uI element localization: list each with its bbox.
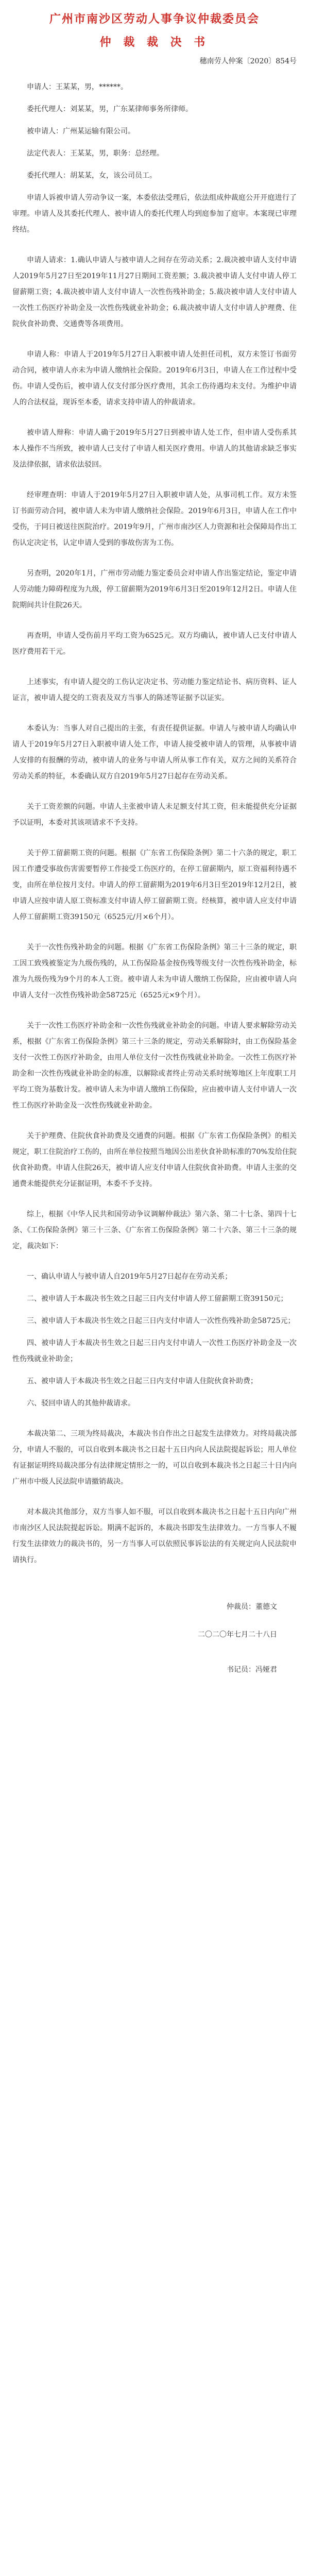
paragraph-reasoning-care-fees: 关于护理费、住院伙食补助费及交通费的问题。根据《广东省工伤保险条例》的相关规定，职工住院治疗工伤的，由所在单位按照当地因公出差伙食补助标准的70%发给住院伙食补助费。申请人住院26天，被申请人应支付申请人住院伙食补助费。申请人主张的交通费未能提供充分证据证明，本委不予支持。	[12, 1132, 297, 1188]
paragraph-facts: 经审理查明：申请人于2019年5月27日入职被申请人处，从事司机工作。双方未签订书面劳动合同，被申请人未为申请人缴纳社会保险。2019年6月3日，申请人在工作中受伤，于同日被送往医院治疗。2019年9月，广州市南沙区人力资源和社会保障局作出工伤认定决定书，认定申请人受到的事故伤害为工伤。	[12, 491, 297, 547]
paragraph-evidence: 上述事实，有申请人提交的工伤认定决定书、劳动能力鉴定结论书、病历资料、证人证言，被申请人提交的工资表及双方当事人的陈述等证据予以证实。	[12, 678, 297, 702]
document-title: 仲 裁 裁 决 书	[99, 36, 210, 49]
ruling-item-5: 五、被申请人于本裁决书生效之日起三日内支付申请人住院伙食补助费；	[27, 1377, 258, 1385]
document-body	[12, 79, 297, 1568]
paragraph-final-ruling-notice: 本裁决第二、三项为终局裁决，本裁决书自作出之日起发生法律效力。对终局裁决部分，申请人不服的，可以自收到本裁决书之日起十五日内向人民法院提起诉讼；用人单位有证据证明终局裁决部分有法律规定情形之一的，可以自收到本裁决书之日起三十日内向广州市中级人民法院申请撤销裁决。	[12, 1430, 297, 1486]
paragraph-further-facts: 再查明，申请人受伤前月平均工资为6525元。双方均确认，被申请人已支付申请人医疗费用若干元。	[12, 632, 297, 656]
paragraph-respondent-defense: 被申请人辩称：申请人确于2019年5月27日到被申请人处工作，但申请人受伤系其本人操作不当所致，被申请人已支付了申请人相关医疗费用。申请人的其他请求缺乏事实及法律依据，请求依法驳回。	[12, 429, 297, 469]
arbitrator-signature: 仲裁员：董德文	[227, 1603, 277, 1611]
paragraph-respondent: 被申请人：广州某运输有限公司。	[27, 127, 135, 135]
paragraph-applicant-agent: 委托代理人：刘某某，男，广东某律师事务所律师。	[27, 105, 193, 113]
paragraph-reasoning-wage: 关于工资差额的问题。申请人主张被申请人未足额支付其工资，但未能提供充分证据予以证明，本委对其该项请求不予支持。	[12, 803, 297, 827]
paragraph-appeal-notice: 对本裁决其他部分，双方当事人如不服，可以自收到本裁决书之日起十五日内向广州市南沙区人民法院提起诉讼。期满不起诉的，本裁决书即发生法律效力。一方当事人不履行发生法律效力的裁决书的，另一方当事人可以依照民事诉讼法的有关规定向人民法院申请执行。	[12, 1508, 297, 1564]
ruling-item-2: 二、被申请人于本裁决书生效之日起三日内支付申请人停工留薪期工资39150元；	[27, 1295, 288, 1303]
clerk-signature: 书记员：冯娅君	[227, 1666, 277, 1674]
ruling-item-3: 三、被申请人于本裁决书生效之日起三日内支付申请人一次性伤残补助金58725元；	[27, 1317, 295, 1325]
ruling-item-1: 一、确认申请人与被申请人自2019年5月27日起存在劳动关系；	[27, 1273, 232, 1281]
commission-name: 广州市南沙区劳动人事争议仲裁委员会	[49, 12, 260, 26]
ruling-item-4: 四、被申请人于本裁决书生效之日起三日内支付申请人一次性工伤医疗补助金及一次性伤残就业补助金；	[12, 1339, 297, 1363]
paragraph-case-intro: 申请人诉被申请人劳动争议一案，本委依法受理后，依法组成仲裁庭公开开庭进行了审理。申请人及其委托代理人、被申请人的委托代理人均到庭参加了庭审。本案现已审理终结。	[12, 194, 297, 234]
paragraph-applicant-statement: 申请人称：申请人于2019年5月27日入职被申请人处担任司机，双方未签订书面劳动合同，被申请人亦未为申请人缴纳社会保险。2019年6月3日，申请人在工作过程中受伤。申请人受伤后，被申请人仅支付部分医疗费用，其余工伤待遇均未支付。为维护申请人的合法权益，现诉至本委，请求支持申请人的仲裁请求。	[12, 350, 297, 406]
ruling-item-6: 六、驳回申请人的其他仲裁请求。	[27, 1399, 135, 1408]
case-number: 穗南劳人仲案〔2020〕854号	[199, 57, 297, 65]
paragraph-legal-representative: 法定代表人：王某某，男，职务：总经理。	[27, 149, 164, 158]
signature-block	[12, 1601, 297, 1674]
paragraph-reasoning-relationship: 本委认为：当事人对自己提出的主张，有责任提供证据。申请人与被申请人均确认申请人于2019年5月27日入职被申请人处工作，申请人接受被申请人的管理，从事被申请人安排的有报酬的劳动，被申请人的业务与申请人所从事工作有关，双方之间的关系符合劳动关系的特征，本委确认双方自2019年5月27日起存在劳动关系。	[12, 724, 297, 781]
paragraph-legal-basis: 综上，根据《中华人民共和国劳动争议调解仲裁法》第六条、第二十七条、第四十七条、《工伤保险条例》第三十三条、《广东省工伤保险条例》第二十六条、第三十三条的规定，裁决如下：	[12, 1210, 297, 1250]
paragraph-respondent-agent: 委托代理人：胡某某，女，该公司员工。	[27, 172, 157, 180]
award-date: 二〇二〇年七月二十八日	[198, 1631, 277, 1639]
paragraph-applicant: 申请人：王某某，男，******。	[27, 83, 128, 91]
paragraph-reasoning-leave-wage: 关于停工留薪期工资的问题。根据《广东省工伤保险条例》第二十六条的规定，职工因工作遭受事故伤害需要暂停工作接受工伤医疗的，在停工留薪期内，原工资福利待遇不变，由所在单位按月支付。申请人的停工留薪期为2019年6月3日至2019年12月2日，被申请人应按申请人原工资标准支付申请人停工留薪期工资。经核算，被申请人应支付申请人停工留薪期工资39150元（6525元/月×6个月）。	[12, 849, 297, 921]
paragraph-reasoning-medical-employment: 关于一次性工伤医疗补助金和一次性伤残就业补助金的问题。申请人要求解除劳动关系，根据《广东省工伤保险条例》第三十三条的规定，劳动关系解除时，由工伤保险基金支付一次性工伤医疗补助金，由用人单位支付一次性伤残就业补助金。一次性工伤医疗补助金和一次性伤残就业补助金的标准，以解除或者终止劳动关系时统筹地区上年度职工月平均工资为基数计发。被申请人未为申请人缴纳工伤保险，应由被申请人支付申请人一次性工伤医疗补助金及一次性伤残就业补助金。	[12, 1022, 297, 1110]
paragraph-claims: 申请人请求：1.确认申请人与被申请人之间存在劳动关系；2.裁决被申请人支付申请人2019年5月27日至2019年11月27日期间工资差额；3.裁决被申请人支付申请人停工留薪期工资；4.裁决被申请人支付申请人一次性伤残补助金；5.裁决被申请人支付申请人一次性工伤医疗补助金及一次性伤残就业补助金；6.裁决被申请人支付申请人护理费、住院伙食补助费、交通费等各项费用。	[12, 256, 297, 328]
paragraph-reasoning-disability-subsidy: 关于一次性伤残补助金的问题。根据《广东省工伤保险条例》第三十三条的规定，职工因工致残被鉴定为九级伤残的，从工伤保险基金按伤残等级支付一次性伤残补助金，标准为九级伤残为9个月的本人工资。被申请人未为申请人缴纳工伤保险，应由被申请人向申请人支付一次性伤残补助金58725元（6525元×9个月）。	[12, 943, 297, 999]
paragraph-additional-facts: 另查明，2020年1月，广州市劳动能力鉴定委员会对申请人作出鉴定结论，鉴定申请人劳动能力障碍程度为九级，停工留薪期为2019年6月3日至2019年12月2日。申请人住院期间共计住院26天。	[12, 569, 297, 609]
